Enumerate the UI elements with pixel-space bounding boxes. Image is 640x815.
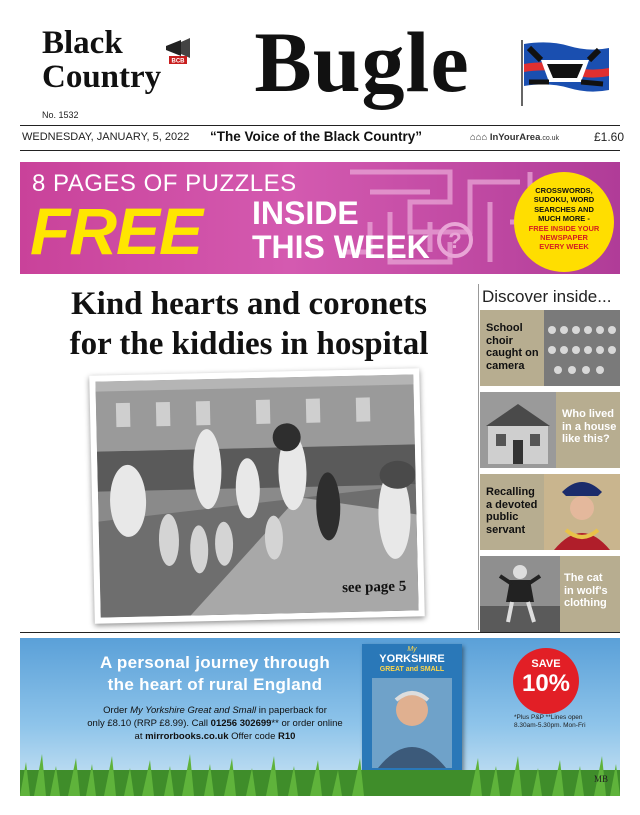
masthead-rule-bottom — [20, 150, 620, 151]
text-line: camera — [486, 359, 525, 372]
choir-photo-icon — [544, 310, 620, 386]
text-line: choir — [486, 334, 513, 347]
circle-red-line: EVERY WEEK — [539, 242, 589, 252]
logo-text: BCB — [171, 58, 185, 65]
house-photo-icon — [480, 392, 556, 468]
text-line: a devoted — [486, 498, 538, 511]
issue-number: No. 1532 — [42, 110, 79, 120]
ad-text: Offer code — [228, 731, 278, 742]
mirror-books-logo: MB — [594, 774, 609, 784]
save-label: SAVE — [531, 658, 561, 670]
book-subtitle: GREAT and SMALL — [379, 666, 445, 673]
slogan: “The Voice of the Black Country” — [210, 129, 423, 144]
text-line: The cat — [564, 572, 603, 584]
ad-headline-line2: the heart of rural England — [107, 675, 323, 694]
see-page-link[interactable]: see page 5 — [341, 578, 407, 597]
inyourarea-label: InYourArea — [489, 132, 541, 143]
circle-line: CROSSWORDS, — [535, 186, 593, 195]
discover-item-house[interactable] — [480, 392, 620, 468]
mayor-photo-icon — [544, 474, 620, 550]
ad-phone[interactable]: 01256 302699 — [210, 718, 272, 729]
circle-red-line: NEWSPAPER — [540, 233, 588, 243]
book-advert[interactable] — [20, 638, 620, 796]
ad-text: Order — [103, 705, 131, 716]
circle-line: MUCH MORE - — [538, 214, 590, 224]
lead-headline[interactable] — [24, 284, 474, 364]
ad-offer-code: R10 — [278, 731, 296, 742]
book-my: My — [407, 646, 417, 653]
save-percent: 10% — [521, 670, 571, 697]
svg-text:?: ? — [448, 228, 462, 253]
cover-price: £1.60 — [594, 130, 625, 144]
discover-item-text — [486, 486, 546, 536]
footballer-photo-icon — [480, 556, 560, 632]
ad-text: only £8.10 (RRP £8.99). Call — [87, 718, 211, 729]
banner-inside-line1: INSIDE — [252, 195, 359, 231]
ad-body-line1 — [50, 704, 380, 717]
discover-item-public-servant[interactable] — [480, 474, 620, 550]
ad-website-link[interactable]: mirrorbooks.co.uk — [145, 731, 229, 742]
text-line: servant — [486, 523, 526, 536]
ad-headline-line1: A personal journey through — [99, 653, 331, 672]
home-icon: ⌂⌂⌂ — [470, 132, 488, 143]
headline-line2: for the kiddies in hospital — [69, 326, 429, 362]
masthead-title: Bugle — [254, 14, 470, 110]
black-country-flag-icon — [519, 38, 611, 106]
banner-inside-line2: THIS WEEK — [252, 229, 430, 265]
book-title: YORKSHIRE — [379, 653, 445, 665]
bugle-logo-icon — [163, 36, 193, 66]
text-line: clothing — [564, 597, 607, 609]
text-line: like this? — [562, 433, 610, 445]
discover-title: Discover inside... — [482, 287, 612, 306]
text-line: Recalling — [486, 486, 535, 498]
ad-small-print — [514, 714, 614, 730]
ad-headline — [50, 652, 380, 696]
small-line: 8.30am-5.30pm. Mon-Fri — [514, 722, 586, 729]
discover-item-school-choir[interactable] — [480, 310, 620, 386]
discover-item-text — [564, 572, 620, 610]
small-line: *Plus P&P **Lines open — [514, 714, 583, 721]
ad-body — [50, 704, 380, 743]
masthead-rule-top — [20, 125, 620, 126]
discover-item-cat-wolf[interactable] — [480, 556, 620, 632]
banner-circle-text — [516, 186, 612, 252]
circle-line: SEARCHES AND — [534, 204, 594, 214]
inyourarea-link[interactable] — [470, 132, 559, 143]
dateline: WEDNESDAY, JANUARY, 5, 2022 — [22, 131, 190, 143]
sidebar-divider — [478, 284, 479, 630]
text-line: public — [486, 511, 519, 523]
circle-line: SUDOKU, WORD — [533, 195, 595, 205]
masthead-country: Country — [42, 59, 162, 95]
grass-graphic-icon — [20, 748, 620, 796]
discover-item-text — [486, 322, 546, 372]
ad-text: ** or order online — [271, 718, 343, 729]
inyourarea-suffix: .co.uk — [540, 135, 560, 142]
ad-body-line3 — [50, 730, 380, 743]
ad-divider — [20, 632, 620, 633]
lead-photo[interactable] — [89, 368, 425, 623]
banner-line1: 8 PAGES OF PUZZLES — [32, 170, 297, 197]
text-line: in wolf's — [564, 584, 608, 597]
text-line: Who lived — [562, 408, 614, 420]
banner-free: FREE — [30, 194, 203, 268]
ad-text: in paperback for — [256, 705, 327, 716]
ad-book-name: My Yorkshire Great and Small — [130, 705, 257, 716]
text-line: in a house — [562, 420, 617, 433]
text-line: School — [486, 322, 523, 334]
banner-inside — [252, 196, 430, 264]
ad-body-line2 — [50, 717, 380, 730]
circle-red-line: FREE INSIDE YOUR — [528, 223, 600, 233]
text-line: caught on — [486, 347, 539, 359]
masthead-black: Black — [42, 25, 123, 61]
ad-text: at — [134, 731, 146, 742]
headline-line1: Kind hearts and coronets — [70, 286, 427, 322]
discover-item-text — [562, 408, 620, 446]
